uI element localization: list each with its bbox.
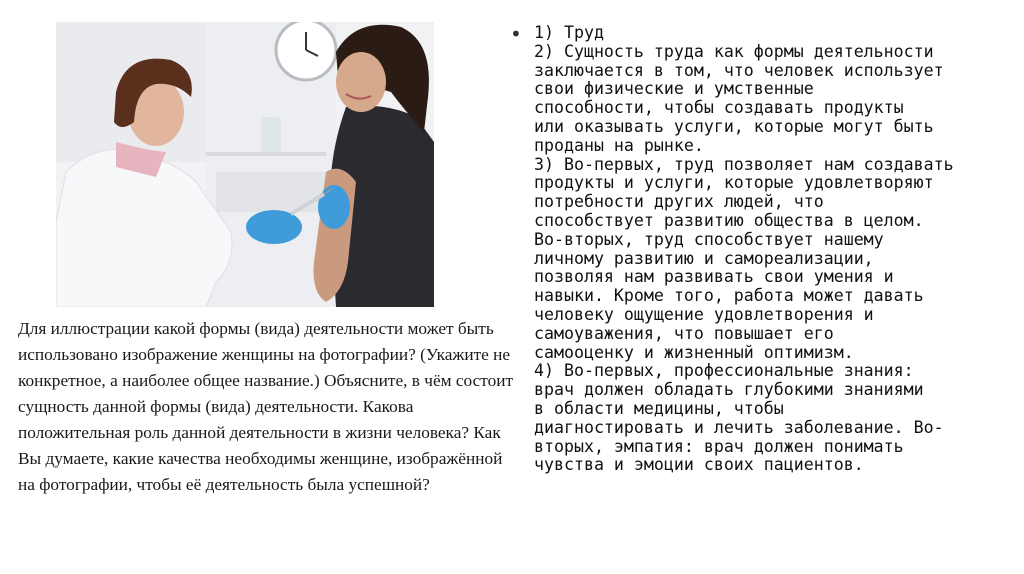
answer-line: самооценку и жизненный оптимизм. xyxy=(534,342,854,362)
answer-line: врач должен обладать глубокими знаниями xyxy=(534,380,924,400)
answer-line: или оказывать услуги, которые могут быть xyxy=(534,116,934,136)
answer-line: продукты и услуги, которые удовлетворяют xyxy=(534,173,934,193)
answer-line: позволяя нам развивать свои умения и xyxy=(534,267,894,287)
photo-illustration xyxy=(56,22,434,307)
answer-line: 1) Труд xyxy=(534,23,604,42)
answer-line: диагностировать и лечить заболевание. Во- xyxy=(534,417,944,437)
answer-line: 3) Во-первых, труд позволяет нам создавать xyxy=(534,154,954,174)
answer-line: вторых, эмпатия: врач должен понимать xyxy=(534,436,904,456)
answer-line: в области медицины, чтобы xyxy=(534,398,784,418)
answer-line: человеку ощущение удовлетворения и xyxy=(534,304,874,324)
answer-line: проданы на рынке. xyxy=(534,135,704,155)
answer-line: самоуважения, что повышает его xyxy=(534,323,834,343)
answer-line: свои физические и умственные xyxy=(534,79,814,99)
answer-line: способности, чтобы создавать продукты xyxy=(534,98,904,118)
answer-line: навыки. Кроме того, работа может давать xyxy=(534,286,924,306)
answer-line: 2) Сущность труда как формы деятельности xyxy=(534,41,934,61)
answer-line: чувства и эмоции своих пациентов. xyxy=(534,455,864,475)
photo-doctor-vaccination xyxy=(56,22,434,307)
answer-text xyxy=(534,24,980,475)
answer-line: потребности других людей, что xyxy=(534,192,824,212)
answer-line: заключается в том, что человек использует xyxy=(534,60,944,80)
answer-line: личному развитию и самореализации, xyxy=(534,248,874,268)
bullet-marker: • xyxy=(510,22,522,46)
answer-line: способствует развитию общества в целом. xyxy=(534,210,924,230)
answer-line: 4) Во-первых, профессиональные знания: xyxy=(534,361,914,381)
question-text: Для иллюстрации какой формы (вида) деятельности может быть использовано изображение женщины на фотографии? (Укажите не конкретное, а наиболее общее название.) Объясните, в чём состоит сущность данной формы (вида) деятельности. Какова положительная роль данной деятельности в жизни человека? Как Вы думаете, какие качества необходимы женщине, изображённой на фотографии, чтобы её деятельность была успешной? xyxy=(18,319,514,494)
answer-line: Во-вторых, труд способствует нашему xyxy=(534,229,884,249)
